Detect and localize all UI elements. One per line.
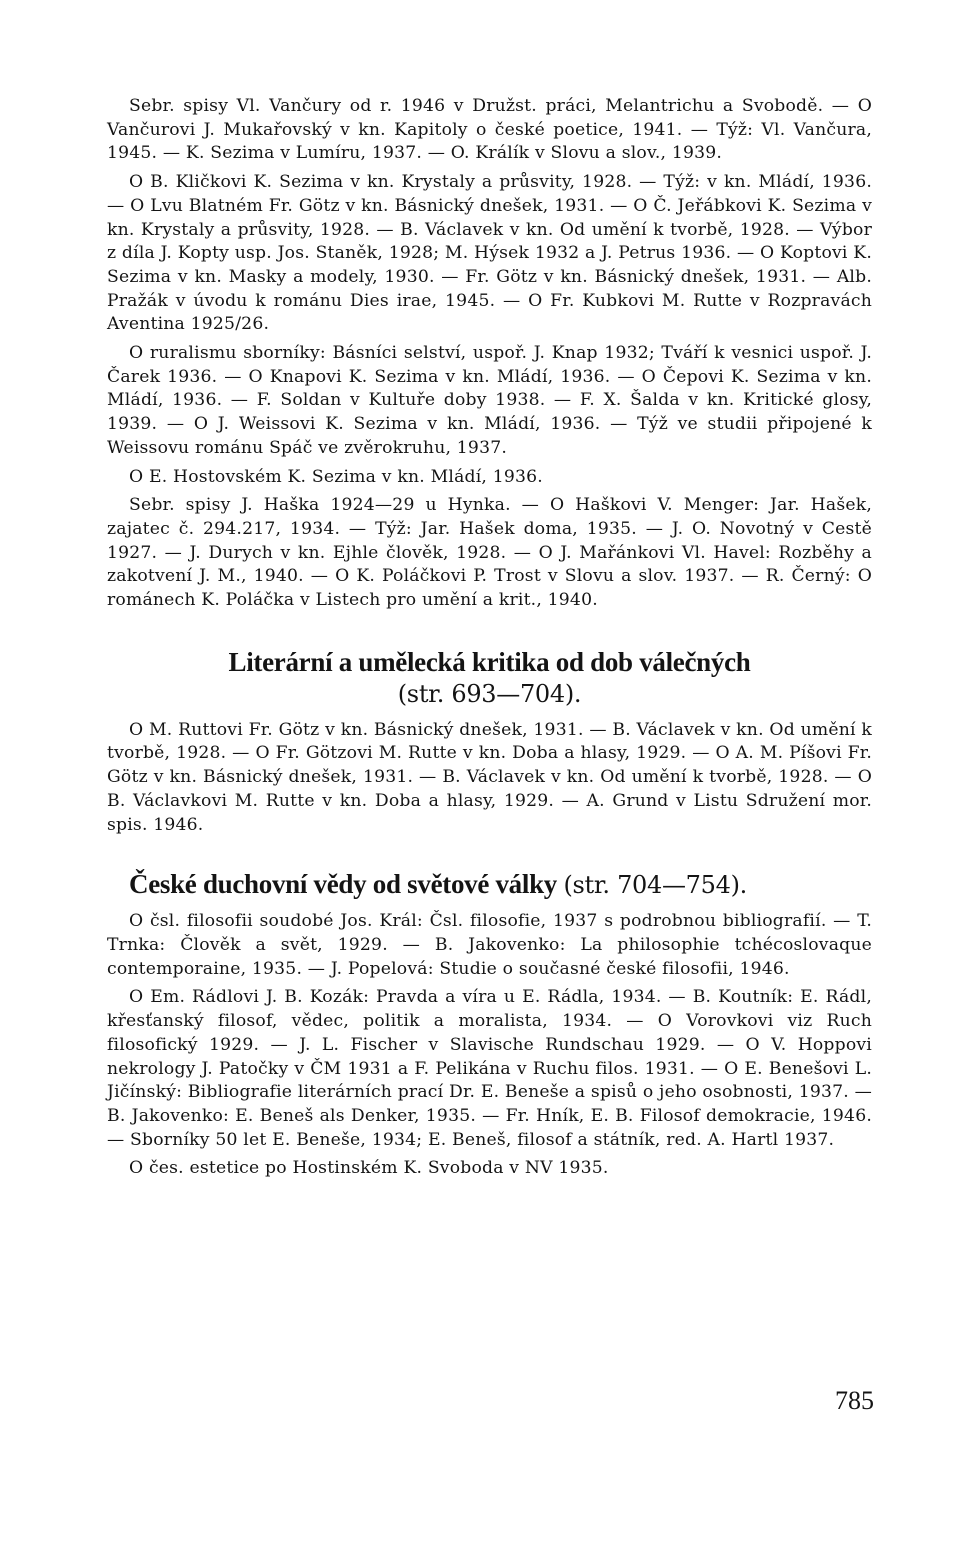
section-body (107, 719, 872, 838)
section-body (107, 910, 872, 1181)
page-content (107, 95, 872, 1181)
paragraph: O ruralismu sborníky: Básníci selství, uspoř. J. Knap 1932; Tváří k vesnici uspoř. J. Čarek 1936. — O Knapovi K. Sezima v kn. Mládí, 1936. — O Čepovi K. Sezima v kn. Mládí, 1936. — F. Soldan v Kultuře doby 1938. — F. X. Šalda v kn. Kritické glosy, 1939. — O J. Weissovi K. Sezima v kn. Mládí, 1936. — Týž ve studii připojené k Weissovu románu Spáč ve zvěrokruhu, 1937. (107, 343, 872, 458)
paragraph: O M. Ruttovi Fr. Götz v kn. Básnický dnešek, 1931. — B. Václavek v kn. Od umění k tvorbě, 1928. — O Fr. Götzovi M. Rutte v kn. Doba a hlasy, 1929. — O A. M. Píšovi Fr. Götz v kn. Básnický dnešek, 1931. — B. Václavek v kn. Od umění k tvorbě, 1928. — O B. Václavkovi M. Rutte v kn. Doba a hlasy, 1929. — A. Grund v Listu Sdružení mor. spis. 1946. (107, 719, 872, 835)
section-heading-pages: (str. 704—754). (563, 871, 747, 900)
intro-block (107, 95, 872, 613)
section-heading-title: České duchovní vědy od světové války (129, 869, 557, 900)
paragraph: Sebr. spisy J. Haška 1924—29 u Hynka. — O Haškovi V. Menger: Jar. Hašek, zajatec č. 294.217, 1934. — Týž: Jar. Hašek doma, 1935. — J. O. Novotný v Cestě 1927. — J. Durych v kn. Ejhle člověk, 1928. — O J. Mařánkovi Vl. Havel: Rozběhy a zakotvení J. M., 1940. — O K. Poláčkovi P. Trost v Slovu a slov. 1937. — R. Černý: O románech K. Poláčka v Listech pro umění a krit., 1940. (107, 495, 872, 611)
section-heading (107, 869, 872, 901)
page-number: 785 (835, 1386, 874, 1415)
paragraph: O čes. estetice po Hostinském K. Svoboda v NV 1935. (129, 1158, 609, 1179)
section-heading-pages: (str. 693—704). (397, 679, 582, 708)
paragraph: O E. Hostovském K. Sezima v kn. Mládí, 1936. (129, 466, 543, 487)
paragraph: Sebr. spisy Vl. Vančury od r. 1946 v Družst. práci, Melantrichu a Svobodě. — O Vančurovi J. Mukařovský v kn. Kapitoly o české poetice, 1941. — Týž: Vl. Vančura, 1945. — K. Sezima v Lumíru, 1937. — O. Králík v Slovu a slov., 1939. (107, 96, 872, 164)
paragraph: O Em. Rádlovi J. B. Kozák: Pravda a víra u E. Rádla, 1934. — B. Koutník: E. Rádl, křesťanský filosof, vědec, politik a moralista, 1934. — O Vorovkovi viz Ruch filosofický 1929. — J. L. Fischer v Slavische Rundschau 1929. — O V. Hoppovi nekrology J. Patočky v ČM 1931 a F. Pelikána v Ruchu filos. 1931. — O E. Benešovi L. Jičínský: Bibliografie literárních prací Dr. E. Beneše a spisů o jeho osobnosti, 1937. — B. Jakovenko: E. Beneš als Denker, 1935. — Fr. Hník, E. B. Filosof demokracie, 1946. — Sborníky 50 let E. Beneše, 1934; E. Beneš, filosof a státník, red. A. Hartl 1937. (107, 987, 872, 1150)
section-heading-title: Literární a umělecká kritika od dob válečných (228, 646, 751, 677)
paragraph: O B. Kličkovi K. Sezima v kn. Krystaly a průsvity, 1928. — Týž: v kn. Mládí, 1936. — O Lvu Blatném Fr. Götz v kn. Básnický dnešek, 1931. — O Č. Jeřábkovi K. Sezima v kn. Krystaly a průsvity, 1928. — B. Václavek v kn. Od umění k tvorbě, 1928. — Výbor z díla J. Kopty usp. Jos. Staněk, 1928; M. Hýsek 1932 a J. Petrus 1936. — O Koptovi K. Sezima v kn. Masky a modely, 1930. — Fr. Götz v kn. Básnický dnešek, 1931. — Alb. Pražák v úvodu k románu Dies irae, 1945. — O Fr. Kubkovi M. Rutte v Rozpravách Aventina 1925/26. (107, 172, 872, 335)
section-heading (107, 647, 872, 710)
paragraph: O čsl. filosofii soudobé Jos. Král: Čsl. filosofie, 1937 s podrobnou bibliografií. — T. Trnka: Člověk a svět, 1929. — B. Jakovenko: La philosophie tchécoslovaque contemporaine, 1935. — J. Popelová: Studie o současné české filosofii, 1946. (107, 911, 872, 979)
